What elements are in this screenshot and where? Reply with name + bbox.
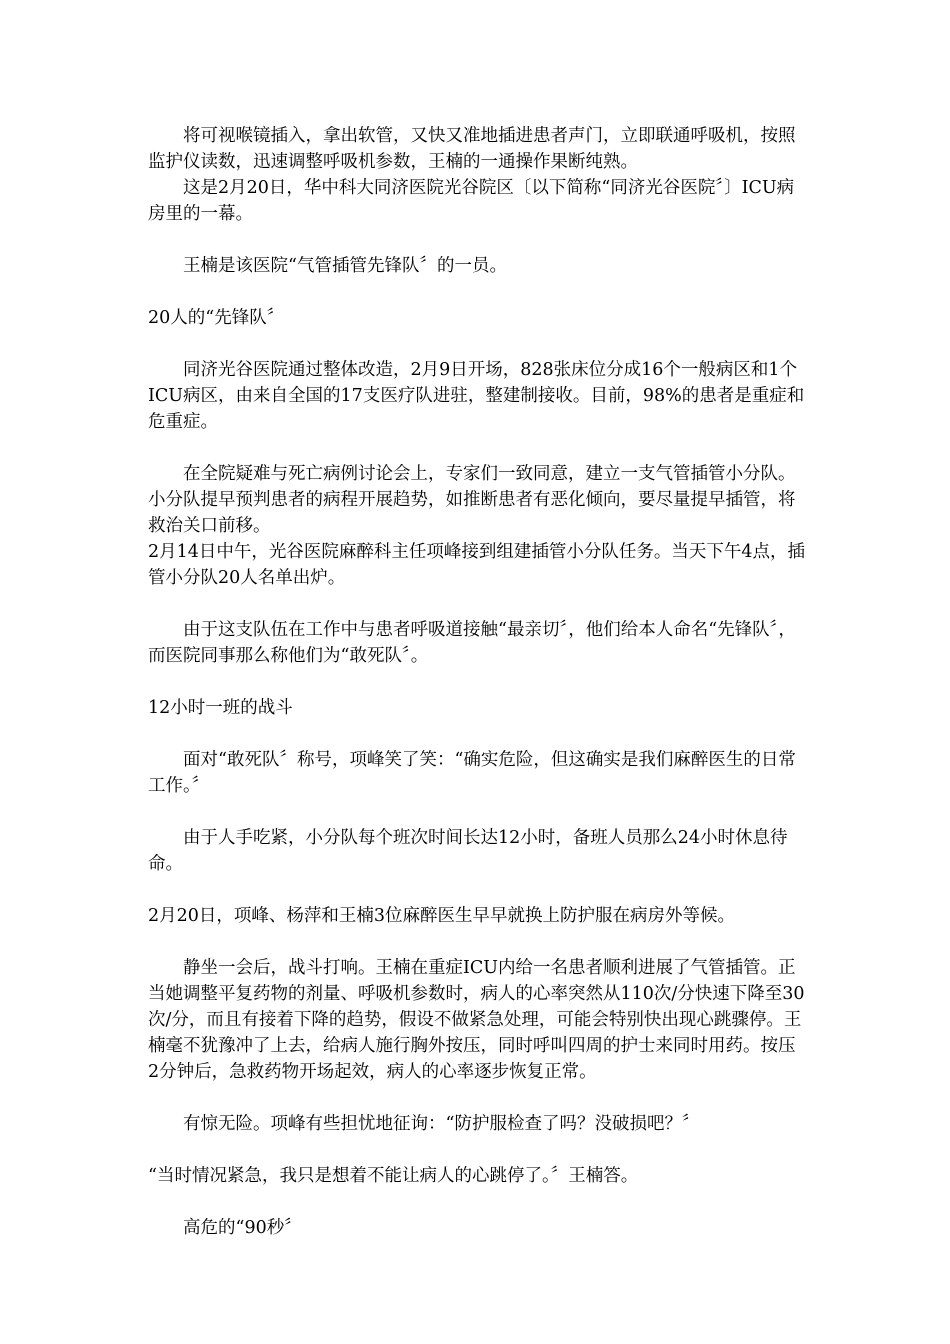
section-heading-90-seconds: 高危的“90秒〞 bbox=[183, 1218, 302, 1238]
paragraph-team-decision: 在全院疑难与死亡病例讨论会上，专家们一致同意，建立一支气管插管小分队。小分队提早预判患者的病程开展趋势，如推断患者有恶化倾向，要尽量提早插管，将救治关口前移。 bbox=[148, 464, 796, 536]
article-body bbox=[148, 123, 806, 1241]
section-heading-vanguard: 20人的“先锋队〞 bbox=[148, 308, 285, 328]
paragraph-intubation-scene: 将可视喉镜插入，拿出软管，又快又准地插进患者声门，立即联通呼吸机，按照监护仪读数，迅速调整呼吸机参数，王楠的一通操作果断纯熟。 bbox=[148, 126, 796, 172]
paragraph-battle: 静坐一会后，战斗打响。王楠在重症ICU内给一名患者顺利进展了气管插管。正当她调整平复药物的剂量、呼吸机参数时，病人的心率突然从110次/分快速下降至30次/分，而且有接着下降的趋势，假设不做紧急处理，可能会特别快出现心跳骤停。王楠毫不犹豫冲了上去，给病人施行胸外按压，同时呼叫四周的护士来同时用药。按压2分钟后，急救药物开场起效，病人的心率逐步恢复正常。 bbox=[148, 958, 805, 1082]
paragraph-team-formed: 2月14日中午，光谷医院麻醉科主任项峰接到组建插管小分队任务。当天下午4点，插管小分队20人名单出炉。 bbox=[148, 542, 806, 588]
paragraph-dare-to-die: 面对“敢死队〞称号，项峰笑了笑：“确实危险，但这确实是我们麻醉医生的日常工作。〞 bbox=[148, 750, 796, 796]
paragraph-date-location: 这是2月20日，华中科大同济医院光谷院区〔以下简称“同济光谷医院〞〕ICU病房里的一幕。 bbox=[148, 178, 795, 224]
paragraph-vanguard-member: 王楠是该医院“气管插管先锋队〞的一员。 bbox=[183, 256, 507, 276]
paragraph-shift-length: 由于人手吃紧，小分队每个班次时间长达12小时，备班人员那么24小时休息待命。 bbox=[148, 828, 788, 874]
paragraph-team-naming: 由于这支队伍在工作中与患者呼吸道接触“最亲切〞，他们给本人命名“先锋队〞，而医院同事那么称他们为“敢死队〞。 bbox=[148, 620, 796, 666]
paragraph-narrow-escape: 有惊无险。项峰有些担忧地征询：“防护服检查了吗？没破损吧？〞 bbox=[183, 1114, 700, 1134]
paragraph-hospital-renovation: 同济光谷医院通过整体改造，2月9日开场，828张床位分成16个一般病区和1个ICU病区，由来自全国的17支医疗队进驻，整建制接收。目前，98%的患者是重症和危重症。 bbox=[148, 360, 805, 432]
paragraph-wang-nan-reply: “当时情况紧急，我只是想着不能让病人的心跳停了。〞王楠答。 bbox=[148, 1166, 639, 1186]
paragraph-feb-20: 2月20日，项峰、杨萍和王楠3位麻醉医生早早就换上防护服在病房外等候。 bbox=[148, 906, 736, 926]
section-heading-12-hours: 12小时一班的战斗 bbox=[148, 698, 293, 718]
